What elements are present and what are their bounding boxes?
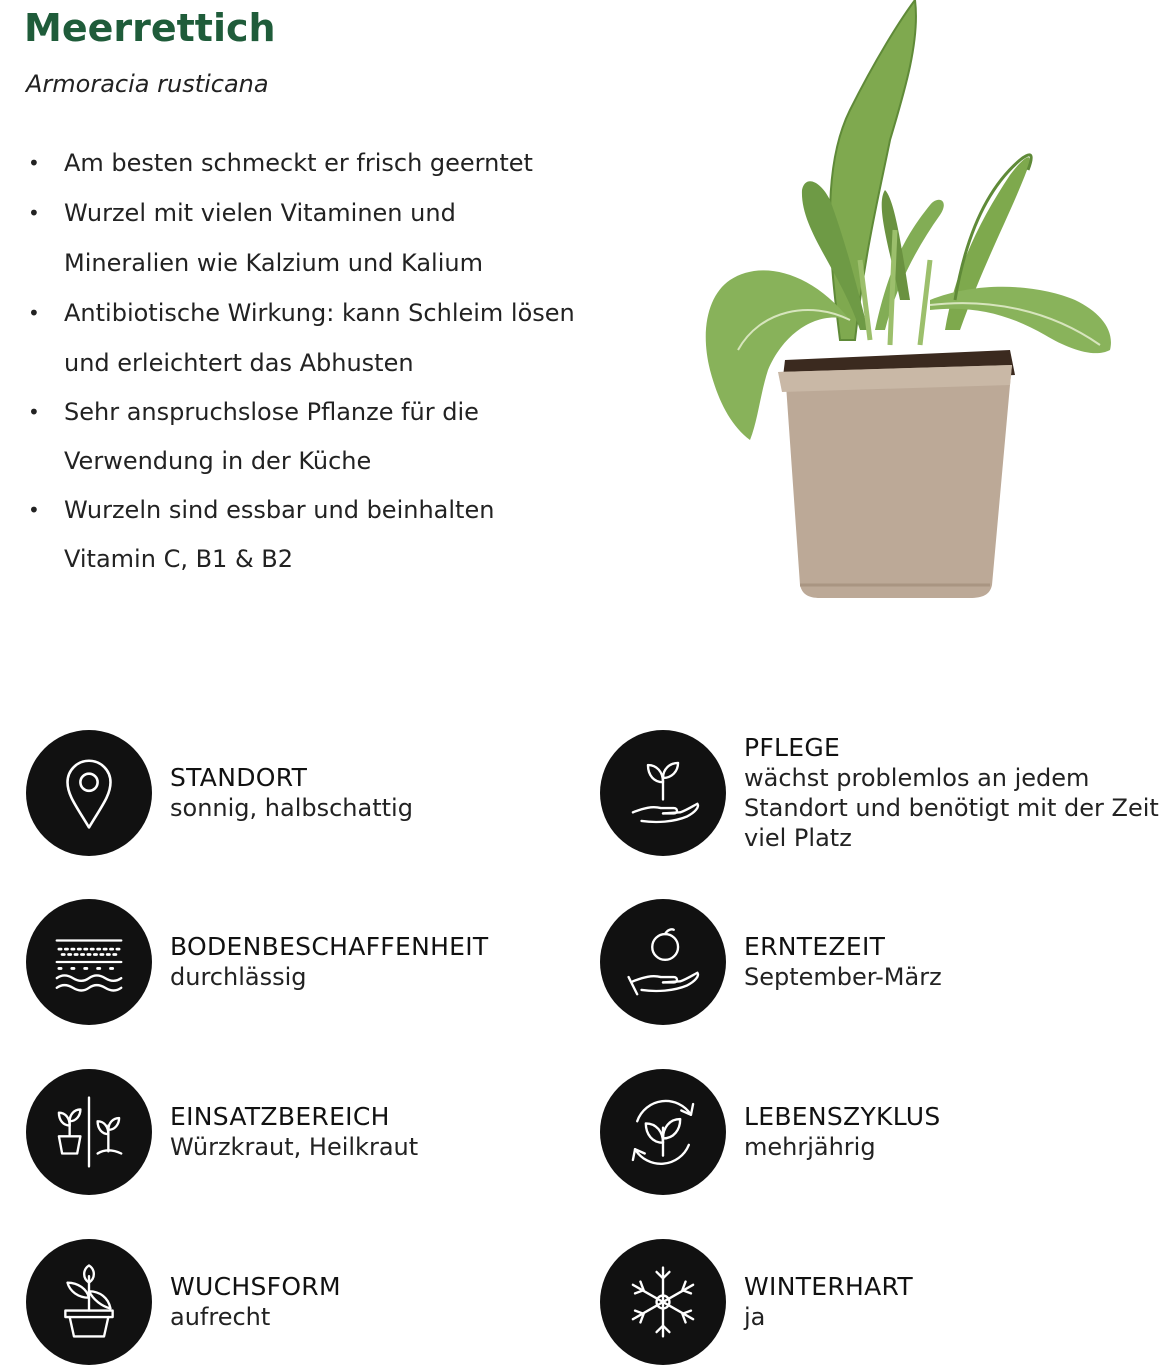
feature-label: BODENBESCHAFFENHEIT bbox=[170, 932, 489, 961]
feature-lebenszyklus bbox=[600, 1069, 940, 1195]
bullet-dot-icon: • bbox=[28, 151, 40, 175]
bullet-item: • Antibiotische Wirkung: kann Schleim lösen und erleichtert das Abhusten bbox=[24, 288, 584, 388]
feature-value: September-März bbox=[744, 963, 942, 991]
feature-bodenbeschaffenheit bbox=[26, 899, 489, 1025]
feature-label: WINTERHART bbox=[744, 1272, 913, 1301]
snowflake-icon bbox=[600, 1239, 726, 1365]
feature-label: ERNTEZEIT bbox=[744, 932, 886, 961]
feature-label: PFLEGE bbox=[744, 733, 841, 762]
feature-label: EINSATZBEREICH bbox=[170, 1102, 390, 1131]
feature-value: Würzkraut, Heilkraut bbox=[170, 1133, 419, 1161]
feature-value-line: Standort und benötigt mit der Zeit bbox=[744, 794, 1159, 822]
leaf-cycle-icon bbox=[600, 1069, 726, 1195]
bullet-item: • Am besten schmeckt er frisch geerntet bbox=[24, 138, 584, 188]
horseradish-plant-image bbox=[690, 0, 1130, 610]
feature-value-line: wächst problemlos an jedem bbox=[744, 764, 1090, 792]
feature-wuchsform bbox=[26, 1239, 341, 1365]
feature-pflege bbox=[600, 730, 1159, 856]
potted-plant-icon bbox=[26, 1239, 152, 1365]
bullet-item: • Sehr anspruchslose Pflanze für die Verwendung in der Küche bbox=[24, 388, 584, 486]
bullet-dot-icon: • bbox=[28, 301, 40, 325]
bullet-dot-icon: • bbox=[28, 201, 40, 225]
feature-value: sonnig, halbschattig bbox=[170, 794, 413, 822]
feature-label: WUCHSFORM bbox=[170, 1272, 341, 1301]
bullet-dot-icon: • bbox=[28, 498, 40, 522]
location-pin-icon bbox=[26, 730, 152, 856]
feature-value-line: viel Platz bbox=[744, 824, 852, 852]
feature-label: LEBENSZYKLUS bbox=[744, 1102, 941, 1131]
feature-winterhart bbox=[600, 1239, 913, 1365]
bullet-item: • Wurzeln sind essbar und beinhalten Vitamin C, B1 & B2 bbox=[24, 486, 584, 584]
pot-and-ground-plant-icon bbox=[26, 1069, 152, 1195]
feature-label: STANDORT bbox=[170, 763, 308, 792]
soil-layers-icon bbox=[26, 899, 152, 1025]
product-latin-name: Armoracia rusticana bbox=[26, 70, 269, 98]
product-title: Meerrettich bbox=[24, 6, 276, 50]
feature-bullet-list bbox=[24, 138, 584, 584]
feature-value: aufrecht bbox=[170, 1303, 271, 1331]
hand-fruit-icon bbox=[600, 899, 726, 1025]
feature-erntezeit bbox=[600, 899, 942, 1025]
hand-sprout-icon bbox=[600, 730, 726, 856]
feature-standort bbox=[26, 730, 413, 856]
feature-value: ja bbox=[744, 1303, 766, 1331]
feature-einsatzbereich bbox=[26, 1069, 418, 1195]
feature-value: durchlässig bbox=[170, 963, 307, 991]
bullet-dot-icon: • bbox=[28, 400, 40, 424]
bullet-item: • Wurzel mit vielen Vitaminen und Mineralien wie Kalzium und Kalium bbox=[24, 188, 584, 288]
feature-value: mehrjährig bbox=[744, 1133, 876, 1161]
